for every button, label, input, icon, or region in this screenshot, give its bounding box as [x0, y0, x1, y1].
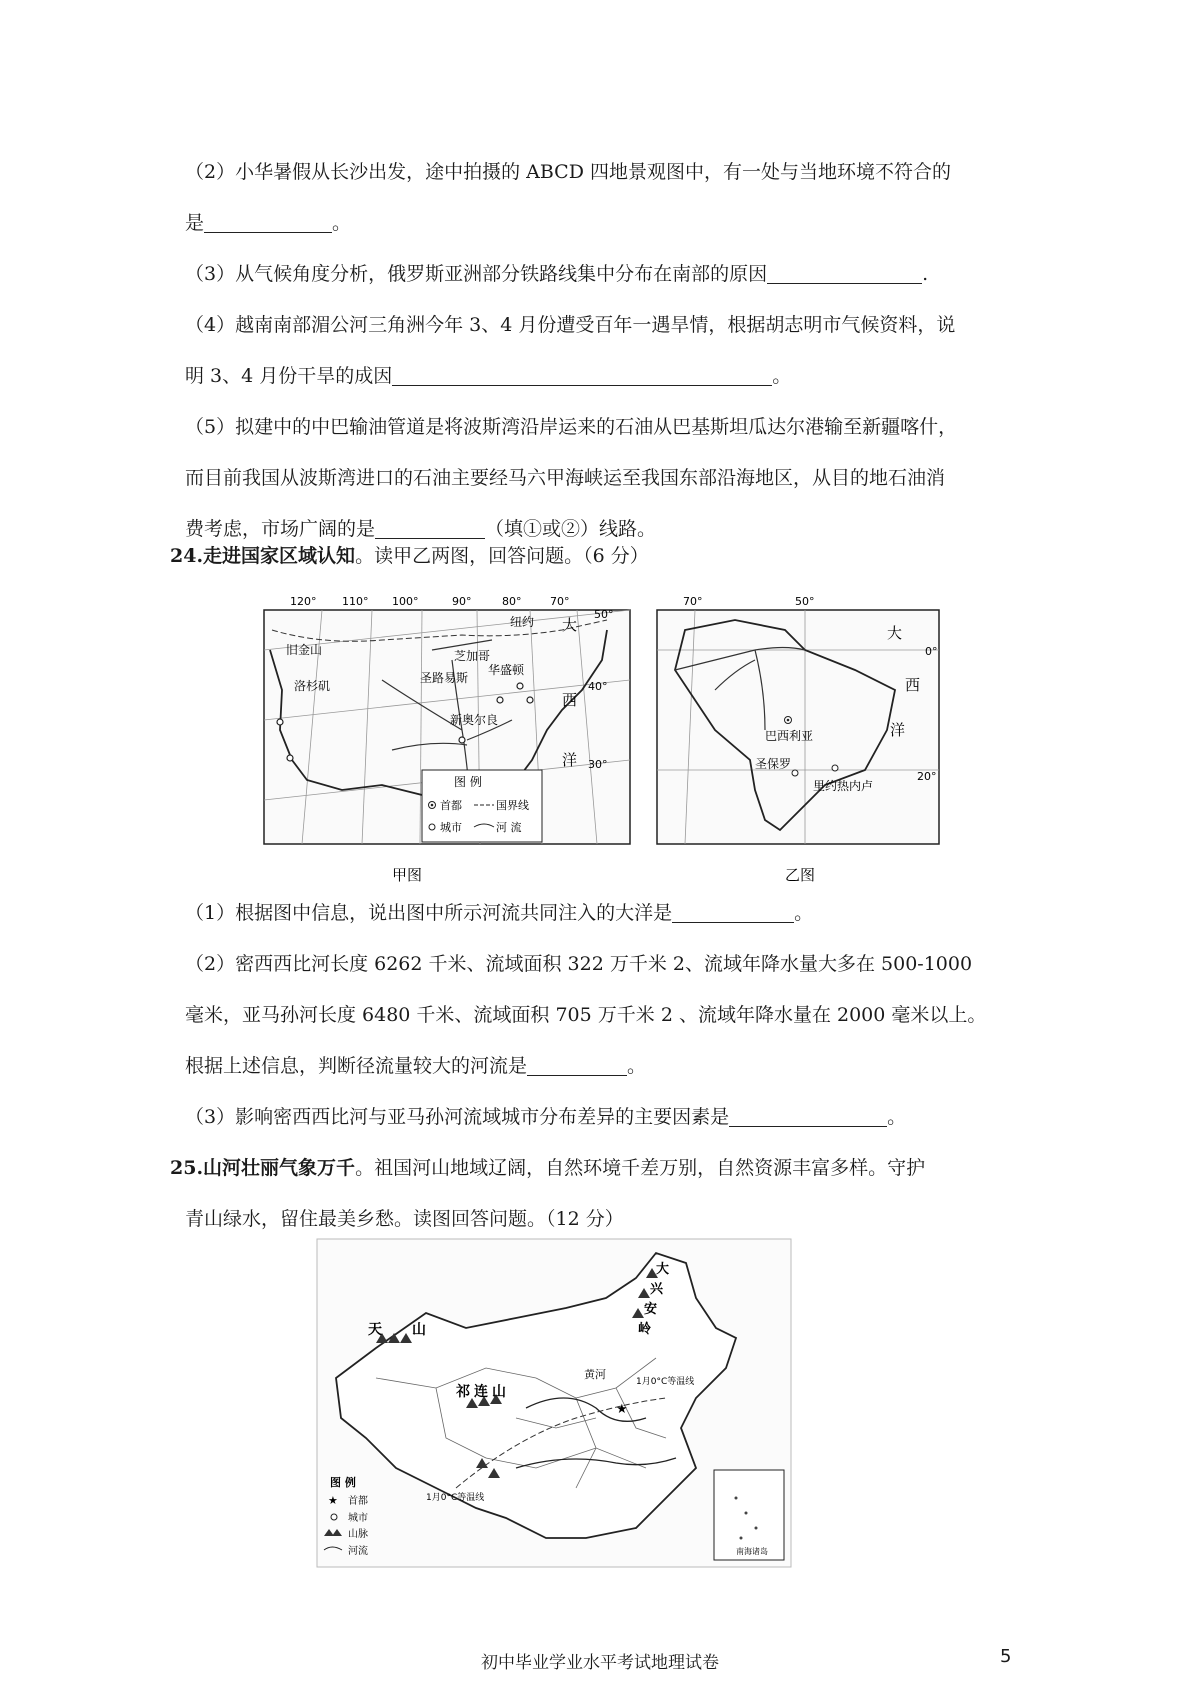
q25-title-bold: 25.山河壮丽气象万千 — [170, 1157, 356, 1179]
legend-river: 河 流 — [496, 821, 522, 834]
city-label: 新奥尔良 — [450, 713, 499, 727]
answer-blank[interactable] — [375, 519, 485, 539]
city-marker — [527, 697, 533, 703]
south-china-sea-inset — [714, 1470, 784, 1560]
city-marker — [497, 697, 503, 703]
map-legend — [422, 770, 542, 842]
q23-p2-line1: （2）小华暑假从长沙出发，途中拍摄的 ABCD 四地景观图中，有一处与当地环境不符合的 — [185, 161, 951, 183]
map-caption: 甲图 — [392, 866, 423, 884]
city-label: 芝加哥 — [454, 649, 491, 663]
lon-label: 50° — [795, 595, 815, 608]
mountain-label: 安 — [644, 1302, 658, 1317]
lon-label: 70° — [683, 595, 703, 608]
q24-p2-end: 。 — [627, 1055, 647, 1077]
lon-label: 90° — [452, 595, 472, 608]
ocean-label: 洋 — [890, 721, 906, 739]
q23-p2-lead: 是 — [185, 212, 205, 234]
lat-label: 30° — [588, 758, 608, 771]
city-marker — [287, 755, 293, 761]
q23-p3-text: （3）从气候角度分析，俄罗斯亚洲部分铁路线集中分布在南部的原因 — [185, 263, 768, 285]
lat-label: 0° — [925, 645, 938, 658]
lon-label: 120° — [290, 595, 317, 608]
mountain-label: 祁 — [456, 1384, 470, 1400]
q24-p3-end: 。 — [887, 1106, 907, 1128]
q23-p4-lead: 明 3、4 月份干旱的成因 — [185, 365, 393, 387]
svg-text:★: ★ — [328, 1494, 338, 1507]
mountain-label: 天 — [368, 1322, 382, 1338]
q25-title-rest: 。祖国河山地域辽阔，自然环境千差万别，自然资源丰富多样。守护 — [355, 1157, 926, 1179]
answer-blank[interactable] — [767, 264, 922, 284]
q24-p1-end: 。 — [794, 902, 814, 924]
mountain-label: 山 — [412, 1322, 426, 1338]
map-caption: 乙图 — [785, 866, 816, 884]
lat-label: 50° — [594, 608, 614, 621]
city-label: 圣路易斯 — [420, 671, 469, 685]
city-marker — [459, 737, 465, 743]
q25-title-line2: 青山绿水，留住最美乡愁。读图回答问题。（12 分） — [185, 1208, 624, 1230]
q23-p3-end: . — [922, 263, 929, 285]
lon-label: 80° — [502, 595, 522, 608]
q23-p4-line2 — [185, 351, 1025, 402]
city-marker — [517, 683, 523, 689]
legend-title: 图 例 — [330, 1476, 356, 1489]
city-marker — [832, 765, 838, 771]
answer-blank[interactable] — [392, 366, 772, 386]
q23-p5-line1: （5）拟建中的中巴输油管道是将波斯湾沿岸运来的石油从巴基斯坦瓜达尔港输至新疆喀什， — [185, 416, 958, 438]
ocean-label: 洋 — [562, 751, 578, 769]
svg-text:★: ★ — [616, 1402, 628, 1417]
isotherm-label: 1月0°C等温线 — [426, 1493, 485, 1503]
answer-blank[interactable] — [729, 1107, 887, 1127]
q23-p5-line2: 而目前我国从波斯湾进口的石油主要经马六甲海峡运至我国东部沿海地区，从目的地石油消 — [185, 467, 946, 489]
answer-blank[interactable] — [527, 1056, 627, 1076]
map-china — [316, 1238, 792, 1568]
city-label: 里约热内卢 — [813, 779, 874, 793]
mountain-label: 岭 — [638, 1322, 652, 1337]
answer-blank[interactable] — [672, 903, 794, 923]
city-marker — [792, 770, 798, 776]
q23-p4-line1: （4）越南南部湄公河三角洲今年 3、4 月份遭受百年一遇旱情，根据胡志明市气候资料，说 — [185, 314, 956, 336]
q23-p2-line2 — [185, 198, 1025, 249]
ocean-label: 大 — [887, 624, 903, 642]
city-label: 圣保罗 — [755, 757, 792, 771]
q24-p3-text: （3）影响密西西比河与亚马孙河流域城市分布差异的主要因素是 — [185, 1106, 730, 1128]
capital-marker-dot — [787, 719, 790, 722]
city-label: 洛杉矶 — [294, 679, 331, 693]
isotherm-label: 1月0°C等温线 — [636, 1377, 695, 1387]
lat-label: 20° — [917, 770, 937, 783]
q24-p3 — [185, 1092, 1025, 1143]
legend-capital: 首都 — [440, 799, 462, 812]
city-label: 纽约 — [510, 615, 535, 629]
q24-title — [170, 541, 1010, 568]
city-label: 旧金山 — [286, 643, 323, 657]
legend-border: 国界线 — [496, 799, 529, 812]
q23-p2-end: 。 — [332, 212, 352, 234]
legend-capital: 首都 — [348, 1496, 368, 1507]
map-jia-usa — [262, 590, 632, 890]
q23-p5-lead: 费考虑，市场广阔的是 — [185, 518, 376, 540]
lon-label: 70° — [550, 595, 570, 608]
city-label: 巴西利亚 — [765, 729, 814, 743]
q24-title-bold: 24.走进国家区域认知 — [170, 545, 356, 567]
legend-city: 城市 — [348, 1513, 368, 1524]
q24-title-rest: 。读甲乙两图，回答问题。（6 分） — [355, 545, 649, 567]
mountain-label: 山 — [492, 1384, 506, 1400]
q23-p5-end: （填①或②）线路。 — [485, 518, 657, 540]
city-marker — [277, 719, 283, 725]
q23-p3 — [185, 249, 1025, 300]
q24-p2-line1: （2）密西西比河长度 6262 千米、流域面积 322 万千米 2、流域年降水量大多在 500-1000 — [185, 953, 973, 975]
q24-p2-lead: 根据上述信息，判断径流量较大的河流是 — [185, 1055, 528, 1077]
mountain-label: 兴 — [650, 1282, 664, 1297]
lat-label: 40° — [588, 680, 608, 693]
q23-p4-end: 。 — [772, 365, 792, 387]
q24-p2-line2: 毫米，亚马孙河长度 6480 千米、流域面积 705 万千米 2 、流域年降水量在 2000 毫米以上。 — [185, 1004, 987, 1026]
river-label: 黄河 — [584, 1368, 606, 1381]
city-label: 华盛顿 — [488, 663, 525, 677]
map-yi-brazil — [655, 590, 955, 890]
q24-p1 — [185, 888, 1025, 939]
ocean-label: 西 — [905, 676, 921, 694]
inset-label: 南海诸岛 — [736, 1547, 768, 1556]
mountain-label: 大 — [656, 1262, 670, 1277]
q24-p2-line3 — [185, 1041, 1025, 1092]
page-footer: 初中毕业学业水平考试地理试卷 — [481, 1653, 719, 1673]
mountain-label: 连 — [474, 1384, 488, 1400]
page-number: 5 — [1000, 1646, 1012, 1667]
ocean-label: 西 — [562, 691, 578, 709]
ocean-label: 大 — [562, 616, 578, 634]
lon-label: 110° — [342, 595, 369, 608]
answer-blank[interactable] — [204, 213, 332, 233]
legend-river: 河流 — [348, 1546, 368, 1557]
legend-mountain: 山脉 — [348, 1529, 368, 1540]
legend-city: 城市 — [440, 821, 462, 834]
lon-label: 100° — [392, 595, 419, 608]
q24-p1-text: （1）根据图中信息，说出图中所示河流共同注入的大洋是 — [185, 902, 673, 924]
q25-title — [170, 1143, 1010, 1194]
legend-title: 图 例 — [454, 775, 482, 789]
